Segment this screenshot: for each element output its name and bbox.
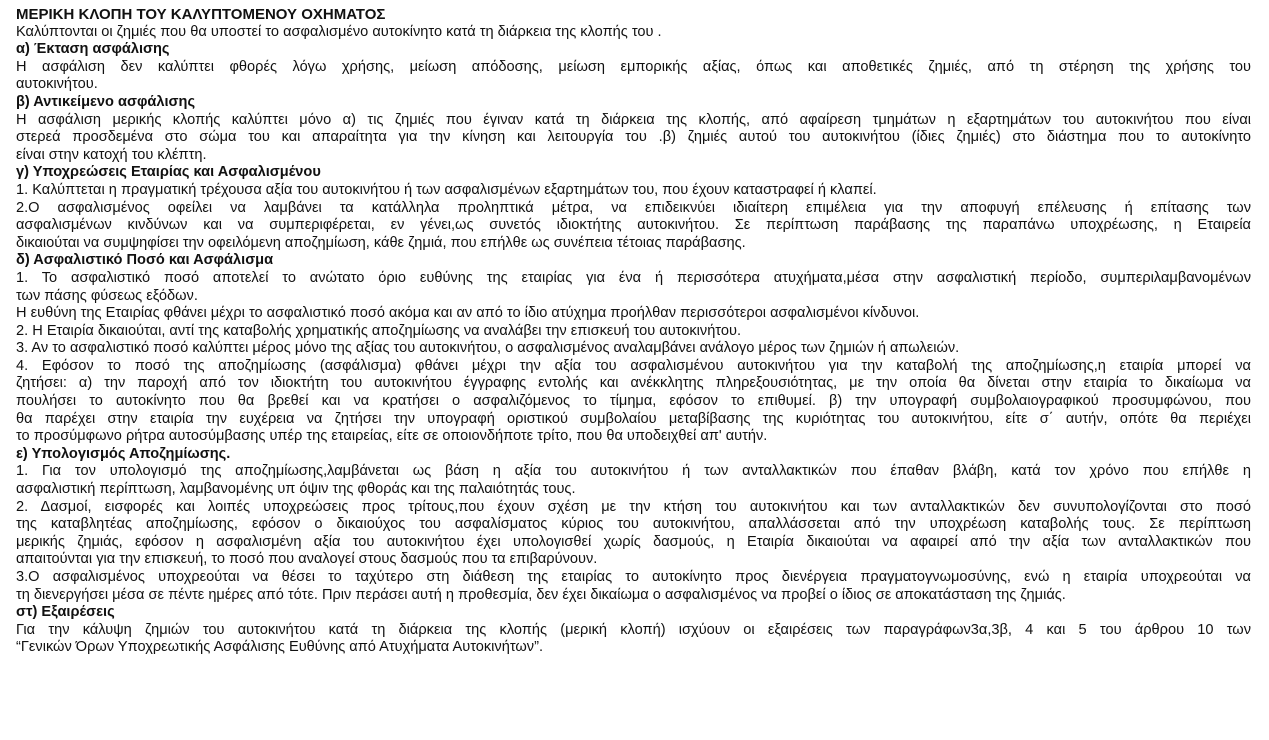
paragraph-line: “Γενικών Όρων Υποχρεωτικής Ασφάλισης Ευθύνης από Ατυχήματα Αυτοκινήτων”.: [16, 639, 543, 656]
paragraph-line: 3.Ο ασφαλισμένος υποχρεούται να θέσει το ταχύτερο στη διάθεση της εταιρίας το αυτοκίνητο προς διενέργεια πραγματογνωμοσύνης, ενώ η εταιρία υποχρεούται να: [16, 569, 1251, 585]
paragraph-line: είναι στην κατοχή του κλέπτη.: [16, 146, 207, 163]
section-heading: στ) Εξαιρέσεις: [16, 604, 115, 621]
paragraph-line: των πάσης φύσεως εξόδων.: [16, 287, 198, 304]
paragraph-line: το προσύμφωνο ρήτρα αυτοσύμβασης υπέρ της εταιρείας, είτε σε οποιονδήποτε τρίτο, που θα υποδειχθεί απ' αυτήν.: [16, 428, 768, 445]
paragraph-line: 2. Η Εταιρία δικαιούται, αντί της καταβολής χρηματικής αποζημίωσης να αναλάβει την επισκευή του αυτοκινήτου.: [16, 322, 742, 339]
paragraph-line: 4. Εφόσον το ποσό της αποζημίωσης (ασφάλισμα) φθάνει μέχρι την αξία του ασφαλισμένου αυτοκινήτου για την καταβολή της αποζημίωσης,η εταιρία μπορεί να: [16, 357, 1251, 374]
paragraph-line: 1. Για τον υπολογισμό της αποζημίωσης,λαμβάνεται ως βάση η αξία του αυτοκινήτου ή των ανταλλακτικών που έπαθαν βλάβη, κατά τον χρόνο που επήλθε η: [16, 463, 1251, 480]
paragraph-line: 2. Δασμοί, εισφορές και λοιπές υποχρεώσεις προς τρίτους,που έχουν σχέση με την κτήση του αυτοκινήτου και των ανταλλακτικών δεν συνυπολογίζονται στο ποσό: [16, 498, 1251, 515]
paragraph-line: Για την κάλυψη ζημιών του αυτοκινήτου κατά τη διάρκεια της κλοπής (μερική κλοπή) ισχύουν οι εξαιρέσεις των παραγράφων3α,3β, 4 και 5 του άρθρου 10 των: [16, 621, 1251, 638]
paragraph-line: Η ασφάλιση μερικής κλοπής καλύπτει μόνο α) τις ζημιές που έγιναν κατά τη διάρκεια της κλοπής, από αφαίρεση τμημάτων η εξαρτημάτων του αυτοκινήτου που είναι: [16, 111, 1251, 128]
paragraph-line: αυτοκινήτου.: [16, 76, 98, 93]
paragraph-line: 1. Το ασφαλιστικό ποσό αποτελεί το ανώτατο όριο ευθύνης της εταιρίας για ένα ή περισσότερα ατυχήματα,μέσα στην ασφαλιστική περίοδο, συμπεριλαμβανομένων: [16, 269, 1251, 286]
paragraph-line: 2.Ο ασφαλισμένος οφείλει να λαμβάνει τα κατάλληλα προληπτικά μέτρα, να επιδεικνύει ιδιαίτερη επιμέλεια για την αποφυγή επέλευσης ή επίτασης των: [16, 199, 1251, 216]
paragraph-line: 1. Καλύπτεται η πραγματική τρέχουσα αξία του αυτοκινήτου ή των ασφαλισμένων εξαρτημάτων του, που έχουν καταστραφεί ή κλαπεί.: [16, 181, 877, 198]
paragraph-line: της καταβλητέας αποζημίωσης, εφόσον ο δικαιούχος του ασφαλίσματος κύριος του αυτοκινήτου, απαλλάσσεται από την υποχρέωση καταβολής τους. Σε περίπτωση: [16, 516, 1251, 533]
section-heading: γ) Υποχρεώσεις Εταιρίας και Ασφαλισμένου: [16, 164, 321, 181]
paragraph-line: στερεά προσδεμένα στο σώμα του και απαραίτητα για την κίνηση και λειτουργία του .β) ζημιές αυτού του αυτοκινήτου (ίδιες ζημιές) στο διάστημα που το αυτοκίνητο: [16, 129, 1251, 146]
section-heading: δ) Ασφαλιστικό Ποσό και Ασφάλισμα: [16, 252, 274, 269]
paragraph-line: θα παρέχει στην εταιρία την ευχέρεια να ζητήσει την υπογραφή οριστικού συμβολαίου μεταβίβασης της κυριότητας του αυτοκινήτου, είτε σ΄ αυτήν, οπότε θα περιέχει: [16, 410, 1251, 427]
paragraph-line: απαιτούνται για την επισκευή, το ποσό που αναλογεί στους δασμούς που τα επιβαρύνουν.: [16, 551, 598, 568]
section-heading: β) Αντικείμενο ασφάλισης: [16, 93, 196, 110]
paragraph-line: τη διενεργήσει μέσα σε πέντε ημέρες από τότε. Πριν περάσει αυτή η προθεσμία, δεν έχει δικαίωμα ο ασφαλισμένος να προβεί ο ίδιος σε αποκατάσταση της ζημιάς.: [16, 586, 1066, 603]
paragraph-line: ζητήσει: α) την παροχή από τον ιδιοκτήτη του αυτοκινήτου έγγραφης εντολής και ανέκκλητης πληρεξουσιότητας, με την οποία θα δίνεται στην εταιρία το δικαίωμα να: [16, 375, 1251, 392]
paragraph-line: μερικής ζημιάς, εφόσον η ασφαλισμένη αξία του αυτοκινήτου έχει υπολογισθεί χωρίς δασμούς, η Εταιρία δικαιούται να αφαιρεί από την αξία των ανταλλακτικών που: [16, 533, 1251, 550]
paragraph-line: δικαιούται να συμψηφίσει την οφειλόμενη αποζημίωση, κάθε ζημιά, που επήλθε ως συνέπεια τέτοιας παράβασης.: [16, 234, 746, 251]
section-heading: ε) Υπολογισμός Αποζημίωσης.: [16, 445, 231, 462]
document-title: ΜΕΡΙΚΗ ΚΛΟΠΗ ΤΟΥ ΚΑΛΥΠΤΟΜΕΝΟΥ ΟΧΗΜΑΤΟΣ: [16, 6, 386, 23]
paragraph-line: ασφαλισμένων κινδύνων και να συμπεριφέρεται, εν γένει,ως συνετός ιδιοκτήτης αυτοκινήτου. Σε περίπτωση παράβασης της παραπάνω υποχρέωσης, η Εταιρεία: [16, 217, 1251, 234]
paragraph-line: Η ευθύνη της Εταιρίας φθάνει μέχρι το ασφαλιστικό ποσό ακόμα και αν από το ίδιο ατύχημα προήλθαν περισσότεροι ασφαλισμένοι κίνδυνοι.: [16, 305, 920, 322]
section-heading: α) Έκταση ασφάλισης: [16, 41, 170, 58]
intro-text: Καλύπτονται οι ζημιές που θα υποστεί το ασφαλισμένο αυτοκίνητο κατά τη διάρκεια της κλοπής του .: [16, 23, 662, 40]
paragraph-line: 3. Αν το ασφαλιστικό ποσό καλύπτει μέρος μόνο της αξίας του αυτοκινήτου, ο ασφαλισμένος αναλαμβάνει ανάλογο μέρος των ζημιών ή απωλειών.: [16, 340, 960, 357]
paragraph-line: ασφαλιστική περίπτωση, λαμβανομένης υπ όψιν της φθοράς και της παλαιότητάς τους.: [16, 481, 576, 498]
paragraph-line: Η ασφάλιση δεν καλύπτει φθορές λόγω χρήσης, μείωση απόδοσης, μείωση εμπορικής αξίας, όπως και αποθετικές ζημιές, από τη στέρηση της χρήσης του: [16, 58, 1251, 75]
paragraph-line: πουλήσει το αυτοκίνητο που θα βρεθεί και να κρατήσει ο ασφαλιζόμενος το τίμημα, εφόσον το επιθυμεί. β) την υπογραφή συμβολαιογραφικού προσυμφώνου, που: [16, 393, 1251, 410]
